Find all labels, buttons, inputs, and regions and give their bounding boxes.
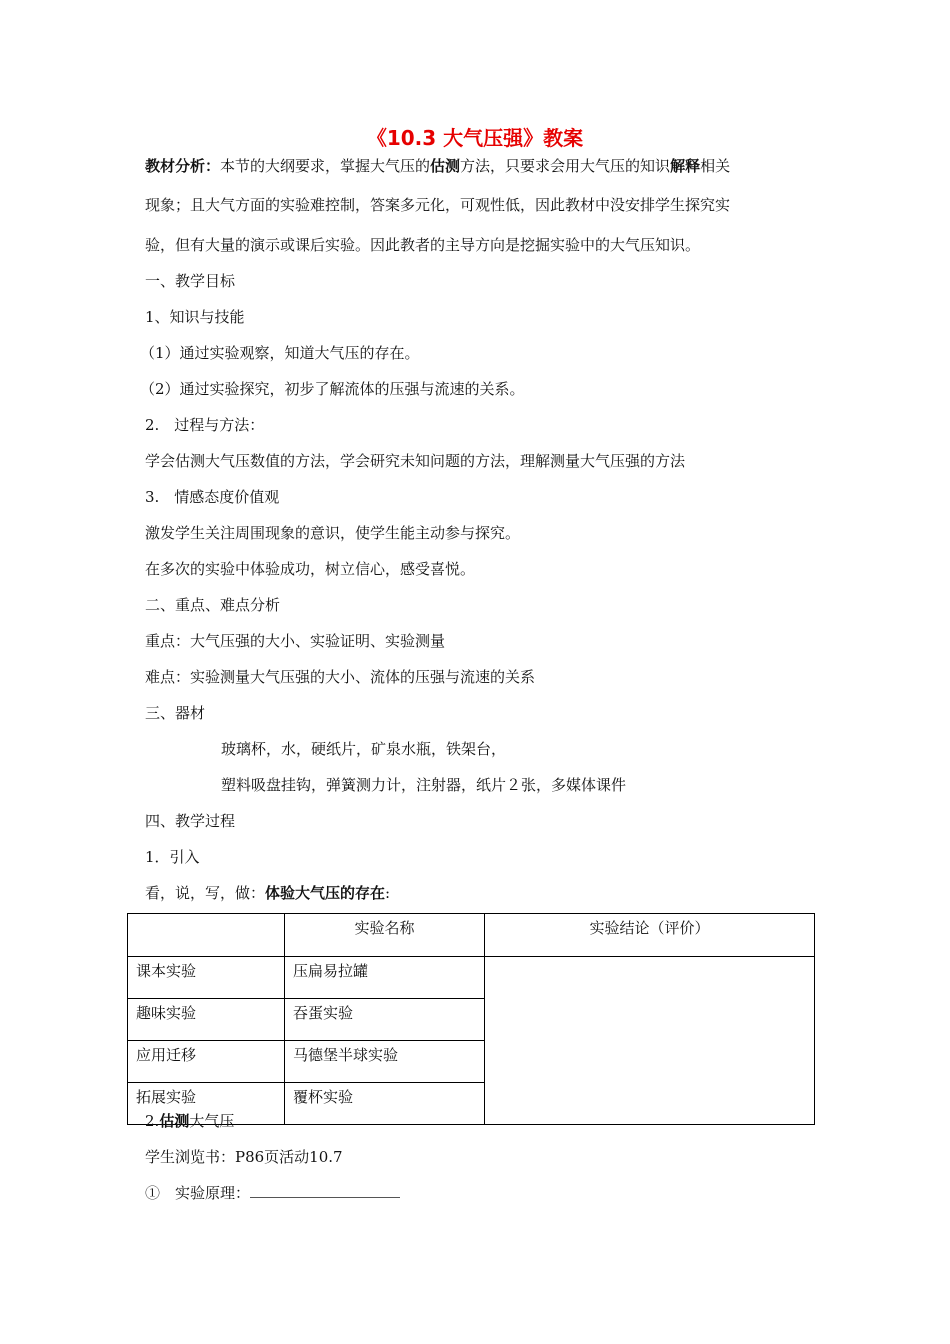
intro-bold: 体验大气压的存在 xyxy=(265,884,386,902)
document-title: 《10.3 大气压强》教案 xyxy=(366,126,584,150)
table-header-row xyxy=(128,914,815,957)
section-heading-process: 四、教学过程 xyxy=(145,812,236,830)
analysis-text: 本节的大纲要求，掌握大气压的 xyxy=(220,157,431,175)
attitude-text-2: 在多次的实验中体验成功，树立信心，感受喜悦。 xyxy=(145,560,476,578)
step-intro: 1．引入 xyxy=(145,848,200,866)
section-heading-equipment: 三、器材 xyxy=(145,704,206,722)
goal-item-2: （2）通过实验探究，初步了解流体的压强与流速的关系。 xyxy=(140,380,525,398)
analysis-label: 教材分析： xyxy=(145,157,221,175)
table-cell-category: 应用迁移 xyxy=(128,1041,285,1083)
section-heading-keypoints: 二、重点、难点分析 xyxy=(145,596,281,614)
answer-blank[interactable] xyxy=(250,1183,400,1198)
table-row xyxy=(128,957,815,999)
section-heading-goals: 一、教学目标 xyxy=(145,272,236,290)
principle-line xyxy=(145,1183,400,1203)
principle-label: ① 实验原理： xyxy=(145,1184,251,1202)
browse-text: 学生浏览书：P86页活动10.7 xyxy=(145,1148,343,1166)
equipment-line-1: 玻璃杯，水，硬纸片，矿泉水瓶，铁架台， xyxy=(221,740,507,758)
attitude-text-1: 激发学生关注周围现象的意识，使学生能主动参与探究。 xyxy=(145,524,521,542)
table-cell-name: 压扁易拉罐 xyxy=(285,957,485,999)
intro-suffix: : xyxy=(385,884,391,902)
analysis-bold-estimate: 估测 xyxy=(430,157,461,175)
table-cell-category: 拓展实验 xyxy=(128,1083,285,1125)
table-cell-name: 马德堡半球实验 xyxy=(285,1041,485,1083)
subheading-process: 2. 过程与方法： xyxy=(145,416,265,434)
subheading-knowledge: 1、知识与技能 xyxy=(145,308,245,326)
keypoint-text: 重点：大气压强的大小、实验证明、实验测量 xyxy=(145,632,446,650)
analysis-text: 相关 xyxy=(700,157,731,175)
step-bold: 估测 xyxy=(159,1112,190,1130)
table-cell-name: 吞蛋实验 xyxy=(285,999,485,1041)
process-text: 学会估测大气压数值的方法，学会研究未知问题的方法，理解测量大气压强的方法 xyxy=(145,452,686,470)
table-cell-category: 课本实验 xyxy=(128,957,285,999)
intro-prefix: 看，说，写，做： xyxy=(145,884,266,902)
subheading-attitude: 3. 情感态度价值观 xyxy=(145,488,280,506)
table-cell-category: 趣味实验 xyxy=(128,999,285,1041)
analysis-line-3: 验，但有大量的演示或课后实验。因此教者的主导方向是挖掘实验中的大气压知识。 xyxy=(145,236,701,254)
analysis-line-2: 现象；且大气方面的实验难控制，答案多元化，可观性低，因此教材中没安排学生探究实 xyxy=(145,196,731,214)
analysis-line-1 xyxy=(145,156,730,176)
analysis-text: 方法，只要求会用大气压的知识 xyxy=(460,157,671,175)
table-header-cell xyxy=(128,914,285,957)
table-cell-name: 覆杯实验 xyxy=(285,1083,485,1125)
difficulty-text: 难点：实验测量大气压强的大小、流体的压强与流速的关系 xyxy=(145,668,536,686)
goal-item-1: （1）通过实验观察，知道大气压的存在。 xyxy=(140,344,420,362)
table-header-cell: 实验结论（评价） xyxy=(485,914,815,957)
equipment-line-2: 塑料吸盘挂钩，弹簧测力计，注射器，纸片２张，多媒体课件 xyxy=(221,776,627,794)
table-cell-conclusion xyxy=(485,957,815,1125)
experiment-table xyxy=(127,913,815,1125)
table-header-cell: 实验名称 xyxy=(285,914,485,957)
step-estimate xyxy=(145,1111,234,1131)
intro-text xyxy=(145,883,390,903)
analysis-bold-explain: 解释 xyxy=(670,157,701,175)
step-number: 2. xyxy=(145,1112,160,1130)
step-suffix: 大气压 xyxy=(189,1112,235,1130)
